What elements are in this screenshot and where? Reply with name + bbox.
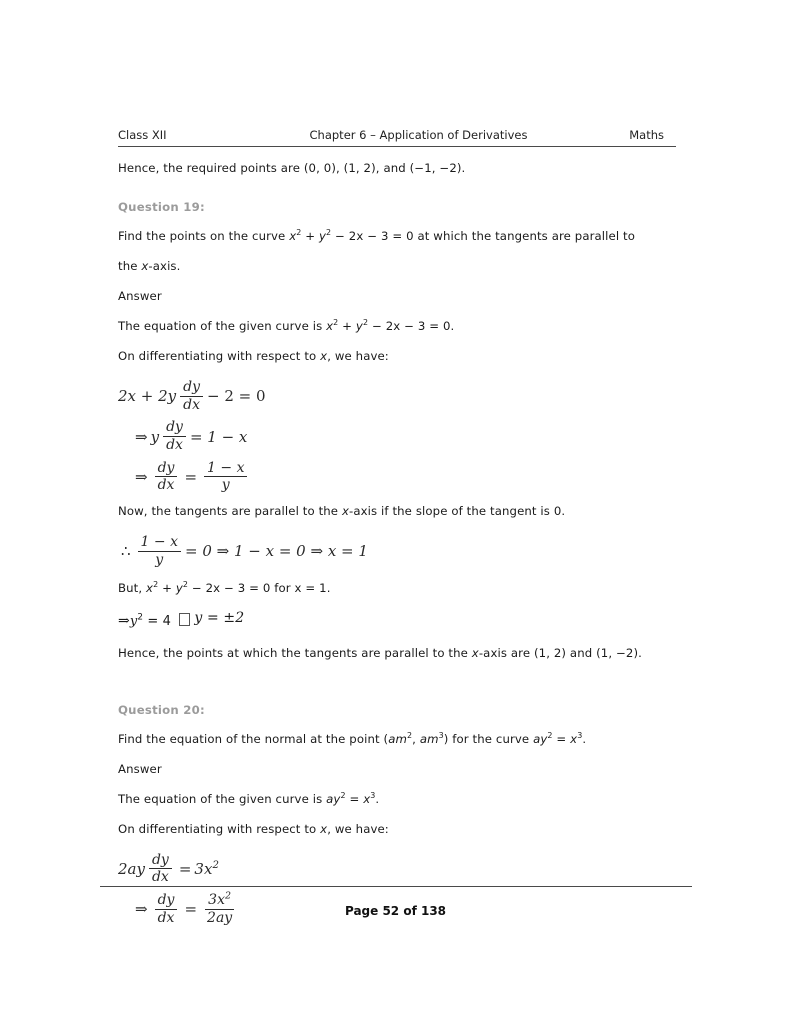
q19-given-a: The equation of the given curve is — [118, 319, 327, 333]
q20-eq1-frac-numerator: dy — [149, 853, 172, 870]
q19-given-var-y: y — [355, 319, 363, 333]
q19-eq2-frac-denominator: dx — [166, 437, 183, 454]
q20-sup-3: 3 — [438, 730, 444, 740]
q19-eq4-frac-denominator: y — [155, 551, 164, 568]
q20-ay: ay — [533, 731, 548, 746]
question-19-slope-zero-note — [118, 503, 678, 520]
q20-given-sup-2: 2 — [340, 790, 346, 800]
q19-diff-var-x: x — [320, 349, 328, 363]
q19-but-sup-2b: 2 — [182, 579, 189, 589]
q20-var-x: x — [570, 731, 578, 746]
question-19-prompt-line1 — [118, 228, 678, 245]
q19-but-a: But, — [118, 580, 147, 595]
q20-eq2-equals: = — [184, 900, 198, 919]
q19-equation-2 — [118, 420, 678, 452]
q19-concl-a: Hence, the points at which the tangents are parallel to the — [118, 645, 472, 660]
q19-eq2-tail: = 1 − x — [189, 427, 248, 446]
q19-eq5-var-y: y — [129, 613, 138, 629]
q19-var-y: y — [319, 229, 327, 243]
q20-x-sup: 3 — [577, 730, 583, 740]
q19-diff-b: , we have: — [327, 349, 389, 363]
footer-divider — [100, 886, 692, 887]
q19-eq2-fraction — [163, 420, 186, 452]
q19-sup-2b: 2 — [326, 228, 332, 238]
q20-given-end: . — [375, 791, 380, 806]
q20-eq1-lead: 2ay — [118, 859, 145, 878]
q19-sup-2a: 2 — [296, 228, 302, 238]
question-20-prompt — [118, 731, 678, 748]
q19-but-sup-2a: 2 — [153, 579, 159, 589]
q19-line2-b: -axis. — [148, 259, 181, 273]
q20-eq1-tail-wrap — [194, 860, 219, 878]
question-19-conclusion — [118, 645, 678, 662]
q20-ay-sup: 2 — [547, 730, 553, 740]
q19-eq1-frac-numerator: dy — [180, 380, 203, 397]
q20-eq2-frac1-denominator: dx — [157, 909, 175, 926]
q19-concl-b: -axis are (1, 2) and (1, −2). — [478, 645, 642, 660]
q20-eq1-frac-denominator: dx — [151, 869, 169, 886]
q19-equation-3 — [118, 461, 678, 493]
question-20-given-curve — [118, 791, 678, 808]
q20-am-1: am — [388, 731, 407, 746]
q20-prompt-a: Find the equation of the normal at the point ( — [118, 731, 389, 746]
previous-answer-conclusion: Hence, the required points are (0, 0), (1, 2), and (−1, −2). — [118, 161, 466, 175]
q20-eq2-arrow-icon: ⇒ — [135, 900, 148, 919]
q19-eq4-therefore-icon: ∴ — [121, 542, 131, 561]
q19-plus: + — [301, 229, 319, 243]
q19-eq2-arrow-icon: ⇒ — [135, 427, 148, 446]
q19-equation-4 — [118, 535, 678, 567]
q20-eq1-fraction — [149, 853, 172, 885]
q20-eq1-tail-sup: 2 — [212, 859, 219, 871]
q19-eq5-raised-result: y = ±2 — [194, 609, 245, 626]
q20-eq2-frac1-numerator: dy — [155, 893, 178, 910]
q19-eq1-fraction — [180, 380, 203, 412]
question-20-answer-label: Answer — [118, 761, 162, 776]
q19-prompt-text-b: − 2x − 3 = 0 at which the tangents are parallel to — [331, 229, 636, 243]
q19-eq4-frac-numerator: 1 − x — [138, 535, 181, 552]
q19-eq5-equals-four: = 4 — [143, 613, 176, 629]
question-19-prompt-line2 — [118, 258, 678, 275]
q19-slope-a: Now, the tangents are parallel to the — [118, 504, 342, 519]
q20-eq1-equals: = — [178, 859, 192, 878]
q19-eq3-fraction-right — [204, 461, 247, 493]
q19-eq5-sup: 2 — [137, 612, 144, 623]
q19-diff-a: On differentiating with respect to — [118, 349, 321, 363]
q20-prompt-end: . — [582, 731, 587, 746]
q19-eq4-fraction — [138, 535, 181, 567]
q20-eq2-frac2-denominator: 2ay — [207, 909, 233, 926]
q20-given-a: The equation of the given curve is — [118, 791, 327, 806]
spacer — [118, 677, 678, 703]
q20-diff-var-x: x — [320, 821, 328, 836]
question-19-answer-label: Answer — [118, 289, 162, 303]
q19-given-sup-2a: 2 — [333, 318, 339, 328]
q19-equation-1 — [118, 380, 678, 412]
header-chapter-title: Chapter 6 – Application of Derivatives — [309, 128, 528, 142]
question-19-diff-intro — [118, 348, 678, 365]
page-body — [118, 160, 678, 935]
q20-eq2-frac2-numerator-sup: 2 — [224, 890, 232, 902]
q20-given-x: x — [363, 791, 371, 806]
q19-eq3-frac1-numerator: dy — [155, 461, 178, 478]
q19-given-rest: − 2x − 3 = 0. — [368, 319, 455, 333]
q20-equals: = — [552, 731, 571, 746]
q19-line2-a: the — [118, 259, 142, 273]
q19-eq3-arrow-icon: ⇒ — [135, 467, 148, 486]
footer-page-number: Page 52 of 138 — [344, 904, 447, 918]
q19-eq2-lead: y — [150, 427, 160, 446]
q19-eq3-frac2-numerator: 1 − x — [204, 461, 247, 478]
q19-eq1-frac-denominator: dx — [183, 396, 200, 413]
q19-eq3-frac1-denominator: dx — [157, 477, 175, 494]
q19-but-rest: − 2x − 3 = 0 for x = 1. — [188, 580, 331, 595]
q19-concl-var-x: x — [471, 645, 479, 660]
question-20-diff-intro — [118, 821, 678, 838]
q19-given-plus: + — [338, 319, 356, 333]
q19-line2-var-x: x — [141, 259, 149, 273]
q20-diff-a: On differentiating with respect to — [118, 821, 321, 836]
q19-eq5-arrow-icon: ⇒ — [118, 612, 130, 629]
q19-prompt-text-a: Find the points on the curve — [118, 229, 290, 243]
q19-slope-b: -axis if the slope of the tangent is 0. — [348, 504, 566, 519]
question-19-given-curve — [118, 318, 678, 335]
q19-eq1-lead: 2x + 2y — [118, 387, 177, 406]
q19-eq3-frac2-denominator: y — [221, 477, 230, 494]
q20-given-ay: ay — [326, 791, 341, 806]
header-class-label: Class XII — [118, 128, 167, 142]
q20-sup-2: 2 — [406, 730, 413, 740]
q19-eq2-frac-numerator: dy — [163, 420, 186, 437]
q20-eq2-frac2-numerator: 3x — [208, 891, 225, 908]
question-19-derivation — [118, 380, 678, 493]
question-19-heading: Question 19: — [118, 200, 205, 214]
q20-given-sup-3: 3 — [370, 790, 376, 800]
q20-comma: , — [412, 731, 420, 746]
q19-eq4-tail: = 0 ⇒ 1 − x = 0 ⇒ x = 1 — [184, 542, 368, 561]
q19-eq1-tail: − 2 = 0 — [207, 387, 266, 406]
q19-but-plus: + — [158, 580, 176, 595]
q20-prompt-b: ) for the curve — [443, 731, 534, 746]
header-subject-label: Maths — [629, 128, 664, 142]
q20-eq1-tail: 3x — [194, 859, 213, 878]
q20-diff-b: , we have: — [327, 821, 389, 836]
spacer — [118, 192, 678, 200]
q19-slope-var-x: x — [341, 504, 349, 519]
q19-given-sup-2b: 2 — [362, 318, 369, 328]
q20-given-equals: = — [345, 791, 364, 806]
missing-glyph-box-icon — [179, 613, 190, 626]
q20-equation-1 — [118, 853, 678, 885]
question-20-heading: Question 20: — [118, 702, 205, 717]
q19-eq3-fraction-left — [155, 461, 178, 493]
question-19-substitution-line — [118, 580, 678, 597]
q19-given-var-x: x — [326, 319, 334, 333]
q19-equation-5 — [118, 610, 678, 630]
q19-eq3-equals: = — [184, 467, 198, 486]
q19-but-var-y: y — [175, 580, 183, 595]
q19-but-var-x: x — [146, 580, 154, 595]
page-header — [118, 128, 676, 147]
q20-am-2: am — [419, 731, 439, 746]
q19-var-x: x — [289, 229, 297, 243]
